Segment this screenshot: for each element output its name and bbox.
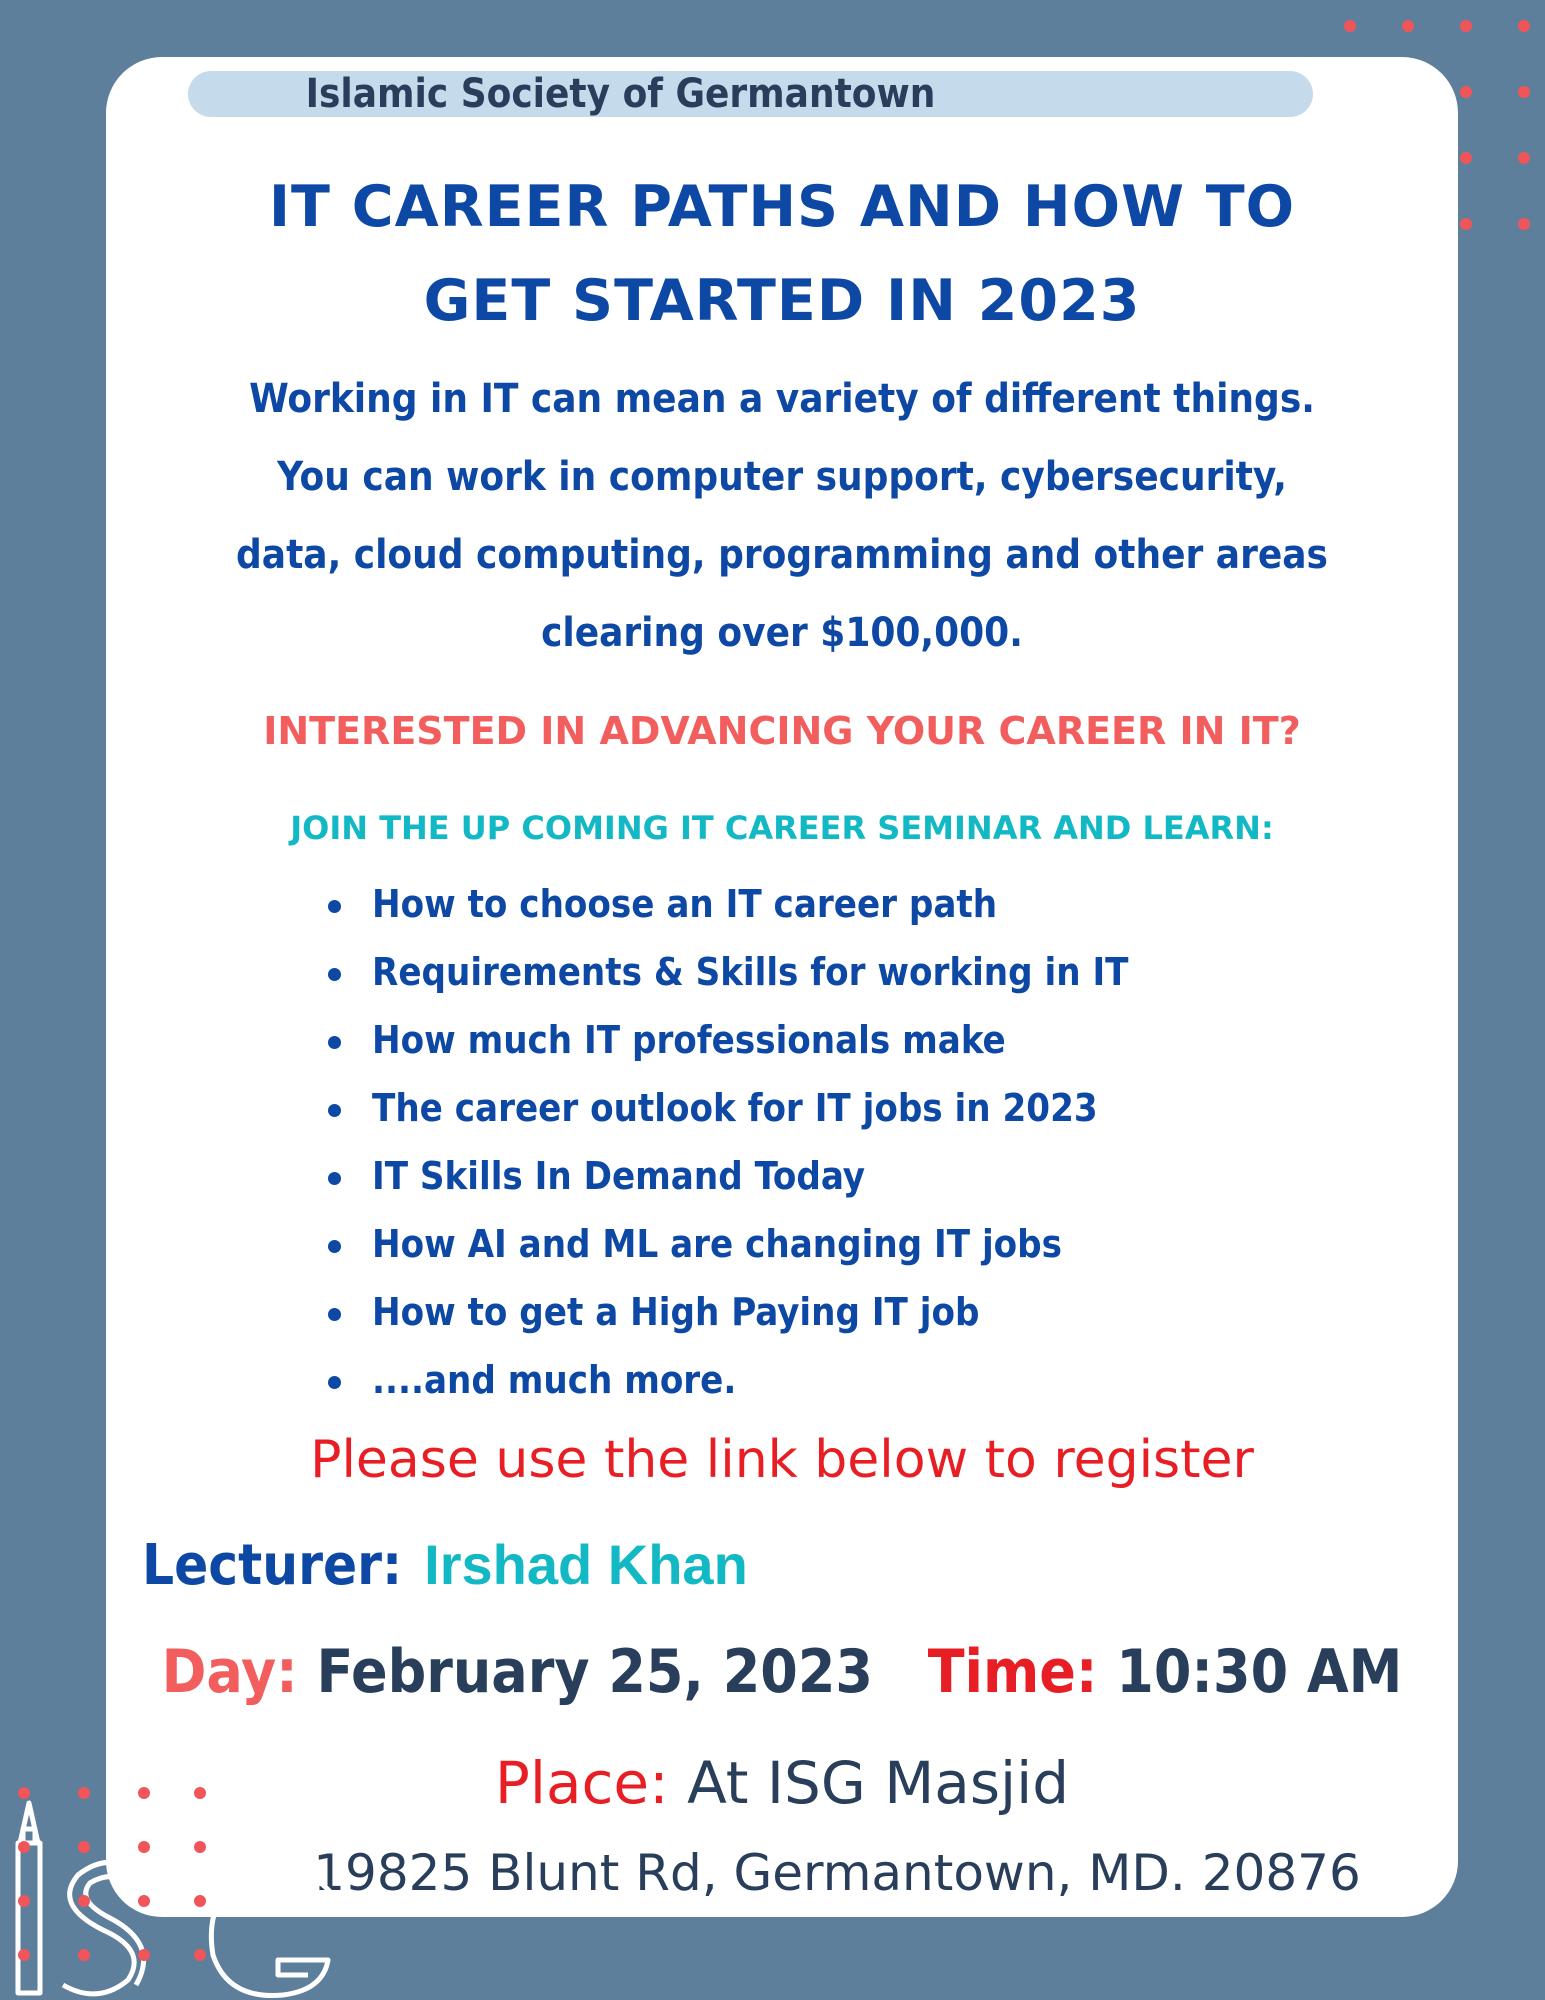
event-title: [106, 160, 1458, 348]
time-label: Time:: [927, 1637, 1098, 1707]
intro-line-1: Working in IT can mean a variety of different things.: [249, 376, 1315, 422]
time-value: 10:30 AM: [1116, 1637, 1403, 1707]
title-line-2: GET STARTED IN 2023: [423, 268, 1141, 334]
join-heading: JOIN THE UP COMING IT CAREER SEMINAR AND LEARN:: [290, 809, 1274, 847]
date-time-line: [106, 1632, 1458, 1712]
place-label: Place:: [494, 1749, 669, 1817]
lecturer-name: Irshad Khan: [424, 1533, 748, 1596]
day-label: Day:: [161, 1637, 298, 1707]
address: 19825 Blunt Rd, Germantown, MD. 20876: [313, 1844, 1361, 1902]
title-line-1: IT CAREER PATHS AND HOW TO: [268, 174, 1296, 240]
isg-logo-icon: [8, 1785, 338, 2000]
topics-list: [325, 870, 1128, 1414]
list-item: How much IT professionals make: [325, 1006, 1128, 1074]
interested-heading: INTERESTED IN ADVANCING YOUR CAREER IN IT?: [263, 709, 1301, 753]
place-value: At ISG Masjid: [687, 1749, 1070, 1817]
register-notice: Please use the link below to register: [310, 1430, 1254, 1490]
list-item: How AI and ML are changing IT jobs: [325, 1210, 1128, 1278]
intro-line-4: clearing over $100,000.: [541, 610, 1023, 656]
list-item: How to get a High Paying IT job: [325, 1278, 1128, 1346]
organization-banner: [188, 71, 1313, 117]
list-item: ....and much more.: [325, 1346, 1128, 1414]
organization-name: Islamic Society of Germantown: [305, 71, 936, 117]
lecturer-line: [142, 1528, 748, 1616]
list-item: How to choose an IT career path: [325, 870, 1128, 938]
list-item: IT Skills In Demand Today: [325, 1142, 1128, 1210]
day-value: February 25, 2023: [316, 1637, 873, 1707]
intro-line-2: You can work in computer support, cybersecurity,: [277, 454, 1287, 500]
lecturer-label: Lecturer:: [142, 1533, 403, 1598]
list-item: Requirements & Skills for working in IT: [325, 938, 1128, 1006]
intro-line-3: data, cloud computing, programming and other areas: [236, 532, 1328, 578]
list-item: The career outlook for IT jobs in 2023: [325, 1074, 1128, 1142]
intro-paragraph: [106, 360, 1458, 672]
